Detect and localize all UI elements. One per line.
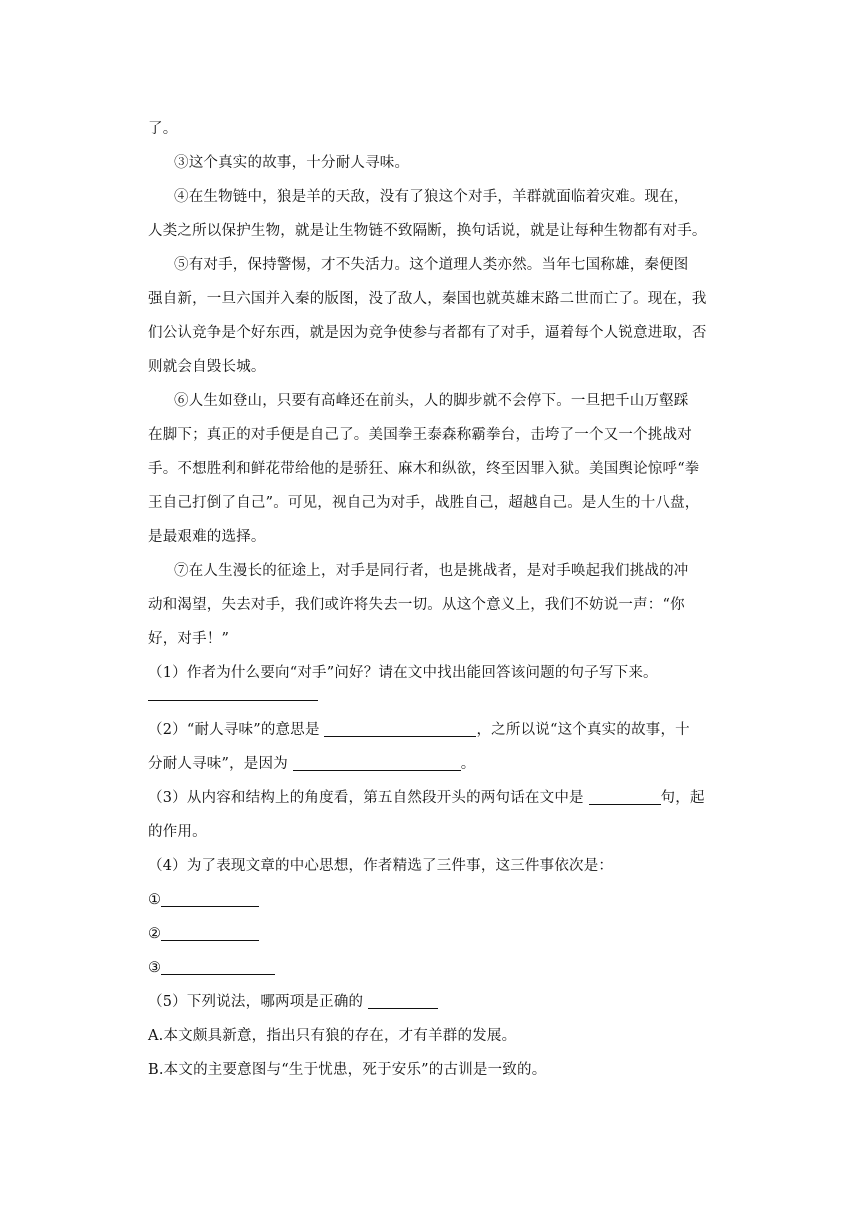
item-marker: ① [148,892,162,908]
paragraph-5-line: ⑤有对手，保持警惕，才不失活力。这个道理人类亦然。当年七国称雄，秦便图 [174,257,689,273]
paragraph-3: ③这个真实的故事，十分耐人寻味。 [174,155,410,171]
question-2-text: ，之所以说“这个真实的故事，十 [476,722,690,738]
question-3-line: 的作用。 [148,824,207,840]
answer-blank-q4-2[interactable] [161,924,259,941]
question-2-line [148,713,732,747]
question-3-text: 句，起 [660,790,705,806]
answer-blank-q4-3[interactable] [161,958,275,975]
answer-blank-q4-1[interactable] [161,890,259,907]
paragraph-6-line: ⑥人生如登山，只要有高峰还在前头，人的脚步就不会停下。一旦把千山万壑踩 [174,393,689,409]
paragraph-2-tail: 了。 [148,121,178,137]
paragraph-5-line: 们公认竞争是个好东西，就是因为竞争使参与者都有了对手，逼着每个人锐意进取，否 [148,325,707,341]
paragraph-5-line: 则就会自毁长城。 [148,359,266,375]
question-4-item [148,951,732,985]
paragraph-7-line: 动和渴望，失去对手，我们或许将失去一切。从这个意义上，我们不妨说一声：“你 [148,597,685,613]
option-b: B.本文的主要意图与“生于忧患，死于安乐”的古训是一致的。 [148,1062,547,1078]
paragraph-6-line: 是最艰难的选择。 [148,529,266,545]
question-4-item [148,883,732,917]
item-marker: ③ [148,960,162,976]
question-2-text: 分耐人寻味”，是因为 [148,756,293,772]
answer-blank-q2-reason[interactable] [293,754,461,771]
answer-blank-q5[interactable] [368,992,438,1009]
question-2-line [148,747,732,781]
paragraph-7-line: ⑦在人生漫长的征途上，对手是同行者，也是挑战者，是对手唤起我们挑战的冲 [174,563,689,579]
question-3-line [148,781,732,815]
paragraph-4-line: 人类之所以保护生物，就是让生物链不致隔断，换句话说，就是让每种生物都有对手。 [148,223,707,239]
question-2-text: （2）“耐人寻味”的意思是 [148,722,325,738]
answer-blank-q3[interactable] [589,788,661,805]
question-4: （4）为了表现文章的中心思想，作者精选了三件事，这三件事依次是： [148,858,614,874]
item-marker: ② [148,926,162,942]
answer-blank-q1[interactable] [148,700,318,701]
paragraph-6-line: 在脚下；真正的对手便是自己了。美国拳王泰森称霸拳台，击垮了一个又一个挑战对 [148,427,692,443]
question-5-text: （5）下列说法，哪两项是正确的 [148,994,369,1010]
paragraph-6-line: 王自己打倒了自己”。可见，视自己为对手，战胜自己，超越自己。是人生的十八盘， [148,495,700,511]
paragraph-4-line: ④在生物链中，狼是羊的天敌，没有了狼这个对手，羊群就面临着灾难。现在， [174,189,689,205]
paragraph-6-line: 手。不想胜利和鲜花带给他的是骄狂、麻木和纵欲，终至因罪入狱。美国舆论惊呼“拳 [148,461,700,477]
question-1: （1）作者为什么要向“对手”问好？请在文中找出能回答该问题的句子写下来。 [148,665,658,681]
document-page [148,112,732,1087]
question-5-line [148,985,732,1019]
question-2-text: 。 [460,756,476,772]
answer-blank-q2-meaning[interactable] [324,720,476,737]
paragraph-7-line: 好，对手！” [148,631,230,647]
paragraph-5-line: 强自新，一旦六国并入秦的版图，没了敌人，秦国也就英雄末路二世而亡了。现在，我 [148,291,707,307]
question-3-text: （3）从内容和结构上的角度看，第五自然段开头的两句话在文中是 [148,790,589,806]
option-a: A.本文颇具新意，指出只有狼的存在，才有羊群的发展。 [148,1028,517,1044]
question-4-item [148,917,732,951]
